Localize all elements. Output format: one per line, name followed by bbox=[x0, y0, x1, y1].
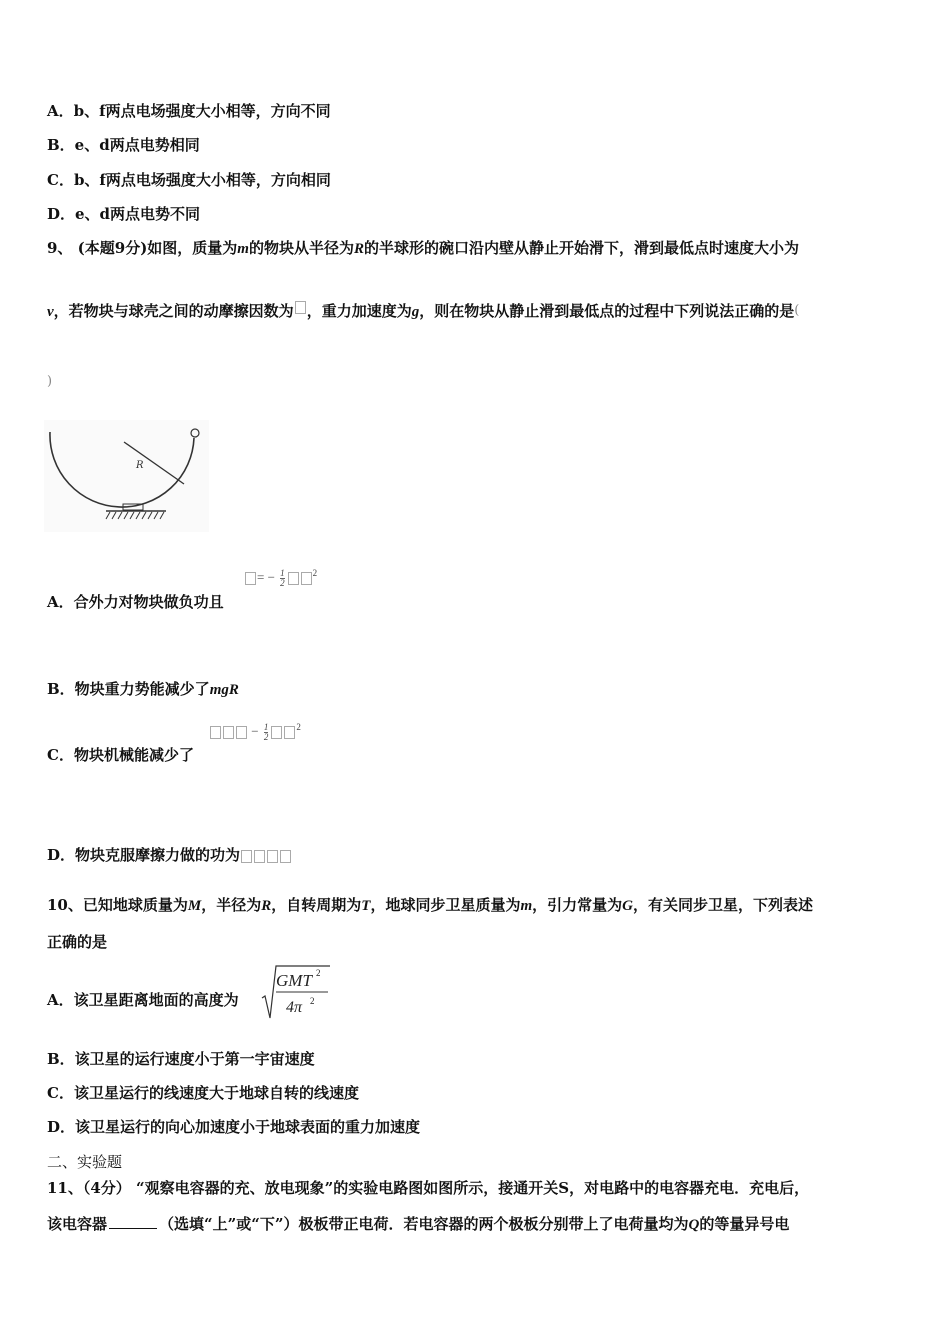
q8-option-a: A．b、f两点电场强度大小相等，方向不同 bbox=[47, 102, 331, 120]
q9-option-c: C．物块机械能减少了 bbox=[47, 746, 194, 764]
q8-option-d: D．e、d两点电势不同 bbox=[47, 205, 201, 223]
q10-stem-line2: 正确的是 bbox=[47, 933, 108, 951]
q10-stem-line1: 10、已知地球质量为M，半径为R，自转周期为T，地球同步卫星质量为m，引力常量为G，有关同步卫星，下列表述 bbox=[47, 896, 813, 914]
q11-stem-line1: 11、（4分） “观察电容器的充、放电现象”的实验电路图如图所示，接通开关S，对电路中的电容器充电．充电后， bbox=[47, 1179, 810, 1197]
q9-option-a: A．合外力对物块做负功且 bbox=[47, 593, 224, 611]
q10-option-b: B．该卫星的运行速度小于第一宇宙速度 bbox=[47, 1050, 315, 1068]
radius-label: R bbox=[136, 460, 144, 471]
q9-option-c-formula: − $\frac{1}{2} ^2$ bbox=[209, 722, 301, 742]
answer-blank[interactable] bbox=[109, 1216, 157, 1229]
q9-stem-line2: v，若物块与球壳之间的动摩擦因数为 ，重力加速度为g，则在物块从静止滑到最低点的过程中下列说法正确的是( bbox=[47, 302, 800, 320]
q9-option-b: B．物块重力势能减少了mgR bbox=[47, 680, 239, 698]
answer-paren-open: ( bbox=[794, 303, 800, 318]
q10-option-c: C．该卫星运行的线速度大于地球自转的线速度 bbox=[47, 1084, 359, 1102]
q10-option-a-formula bbox=[260, 962, 332, 1022]
mu-placeholder-glyph bbox=[295, 301, 306, 314]
answer-paren-close: ) bbox=[47, 374, 53, 389]
q9-stem-line1: 9、 (本题9分)如图，质量为m的物块从半径为R的半球形的碗口沿内壁从静止开始滑下，滑到最低点时速度大小为 bbox=[47, 239, 800, 257]
svg-text:2: 2 bbox=[310, 996, 315, 1006]
q9-option-a-formula: = − $\frac{1}{2} ^2$ bbox=[244, 568, 317, 588]
q8-option-b: B．e、d两点电势相同 bbox=[47, 136, 200, 154]
q9-option-d: D．物块克服摩擦力做的功为 bbox=[47, 845, 292, 865]
q11-stem-line2: 该电容器 （选填“上”或“下”）极板带正电荷．若电容器的两个极板分别带上了电荷量均为Q的等量异号电 bbox=[47, 1215, 790, 1233]
q8-option-c: C．b、f两点电场强度大小相等，方向相同 bbox=[47, 171, 331, 189]
q9-bowl-figure bbox=[44, 420, 209, 532]
q10-option-d: D．该卫星运行的向心加速度小于地球表面的重力加速度 bbox=[47, 1118, 421, 1136]
formula-numerator: GMT bbox=[276, 971, 312, 990]
section-heading-experiment: 二、实验题 bbox=[47, 1153, 123, 1171]
q10-option-a: A．该卫星距离地面的高度为 bbox=[47, 991, 239, 1009]
formula-denominator: 4π bbox=[286, 999, 303, 1016]
svg-text:2: 2 bbox=[316, 968, 321, 978]
